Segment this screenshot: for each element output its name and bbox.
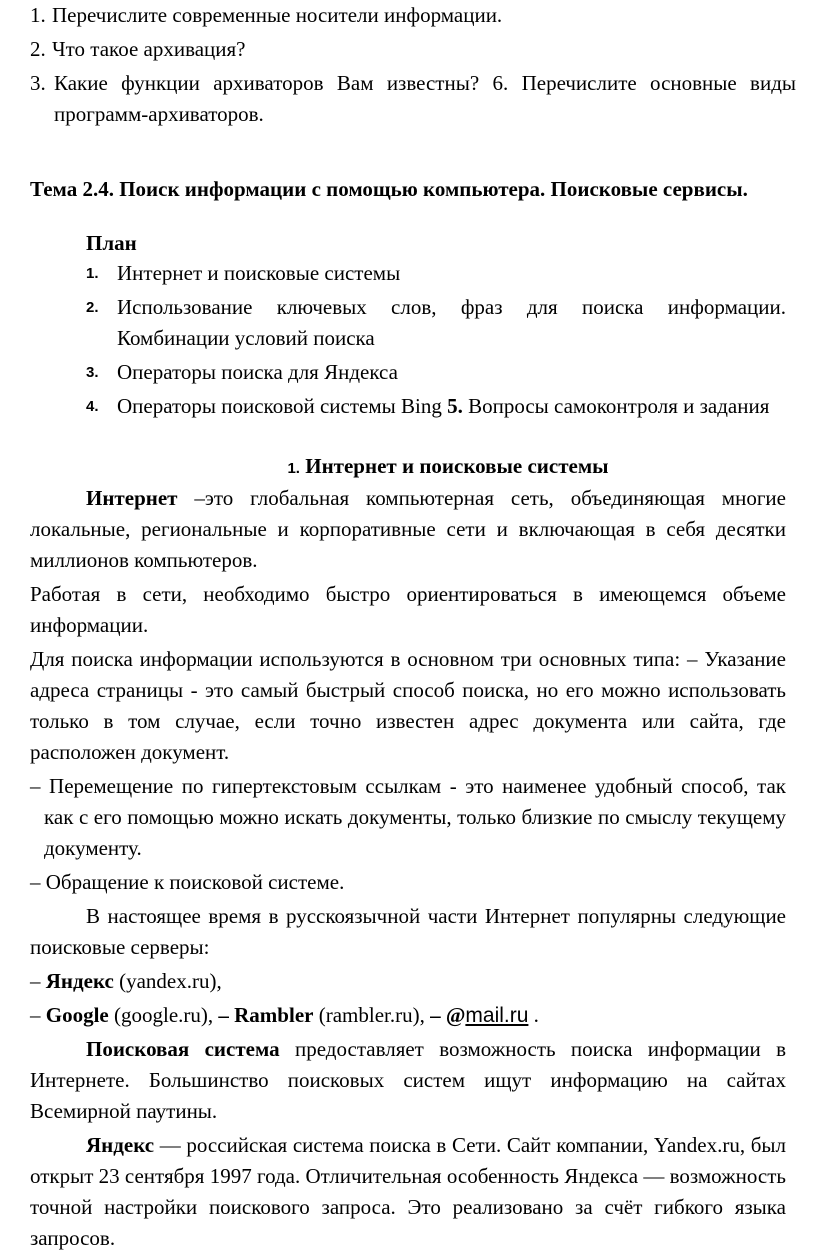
plan-item-text: Использование ключевых слов, фраз для поиска информации. Комбинации условий поиска: [117, 295, 786, 350]
paragraph-text: –это глобальная компьютерная сеть, объединяющая многие локальные, региональные и корпоративные сети и включающая в себя десятки миллионов компьютеров.: [30, 486, 786, 572]
paragraph: Работая в сети, необходимо быстро ориентироваться в имеющемся объеме информации.: [30, 582, 786, 637]
plan-item-text-inline: Вопросы самоконтроля и задания: [462, 394, 770, 418]
dash: –: [30, 969, 46, 993]
question-number: 2.: [30, 37, 46, 61]
term: Интернет: [86, 486, 178, 510]
mail-link[interactable]: mail.ru: [465, 1004, 529, 1027]
search-engine-item: [30, 966, 786, 997]
search-engine-item: [30, 1000, 786, 1031]
topic-heading: Тема 2.4. Поиск информации с помощью компьютера. Поисковые сервисы.: [30, 177, 748, 201]
engine-url: (rambler.ru),: [313, 1003, 431, 1027]
plan-item: [86, 292, 786, 354]
engine-url: (google.ru),: [108, 1003, 219, 1027]
paragraph-text: предоставляет возможность поиска информации в Интернете. Большинство поисковых систем ищут информацию на сайтах Всемирной паутины.: [30, 1037, 787, 1123]
plan-item-number: 3.: [86, 364, 99, 381]
paragraph: – Перемещение по гипертекстовым ссылкам - это наименее удобный способ, так как с его помощью можно искать документы, только близкие по смыслу текущему документу.: [30, 774, 786, 860]
term: Поисковая система: [86, 1037, 280, 1061]
dash: – @: [430, 1003, 466, 1027]
term: Яндекс: [86, 1133, 155, 1157]
paragraph: Для поиска информации используются в основном три основных типа: – Указание адреса страницы - это самый быстрый способ поиска, но его можно использовать только в том случае, если точно известен адрес документа или сайта, где расположен документ.: [30, 647, 786, 764]
engine-name: Google: [45, 1003, 109, 1027]
plan-item: [86, 357, 786, 388]
plan-item: [86, 258, 786, 289]
plan-title: План: [86, 231, 137, 255]
section-heading: [0, 451, 816, 484]
plan-item-number: 1.: [86, 265, 99, 282]
plan-item-number: 2.: [86, 299, 99, 316]
engine-name: Яндекс: [45, 969, 114, 993]
question-text: Какие функции архиваторов Вам известны? 6. Перечислите основные виды программ-архиваторов.: [54, 71, 796, 126]
questions-list: [30, 0, 796, 130]
plan-list: [86, 258, 786, 425]
plan-item-text: Операторы поиска для Яндекса: [117, 360, 398, 384]
question-text: Перечислите современные носители информации.: [52, 3, 503, 27]
paragraph-text: — российская система поиска в Сети. Сайт компании, Yandex.ru, был открыт 23 сентября 1997 года. Отличительная особенность Яндекса — возможность точной настройки поискового запроса. Это реализовано за счёт гибкого языка запросов.: [30, 1133, 786, 1250]
paragraph: [30, 1034, 786, 1127]
paragraph: – Обращение к поисковой системе.: [30, 870, 345, 894]
section-title: Интернет и поисковые системы: [299, 454, 609, 478]
paragraph: [30, 1130, 786, 1254]
body-text: [30, 483, 786, 1257]
engine-url: (yandex.ru),: [113, 969, 222, 993]
question-number: 3.: [30, 71, 46, 95]
question-item: [30, 68, 796, 130]
punctuation: .: [528, 1003, 539, 1027]
question-text: Что такое архивация?: [52, 37, 246, 61]
paragraph: В настоящее время в русскоязычной части Интернет популярны следующие поисковые серверы:: [30, 904, 786, 959]
paragraph: [30, 483, 786, 576]
plan-item: [86, 391, 786, 422]
plan-item-number-inline: 5.: [447, 394, 463, 418]
question-number: 1.: [30, 3, 46, 27]
plan-item-text: Операторы поисковой системы Bing: [117, 394, 442, 418]
question-item: [30, 0, 796, 31]
engine-name: – Rambler: [218, 1003, 314, 1027]
question-item: [30, 34, 796, 65]
plan-item-text: Интернет и поисковые системы: [117, 261, 401, 285]
dash: –: [30, 1003, 46, 1027]
plan-item-number: 4.: [86, 398, 99, 415]
section-number: 1.: [287, 460, 300, 477]
